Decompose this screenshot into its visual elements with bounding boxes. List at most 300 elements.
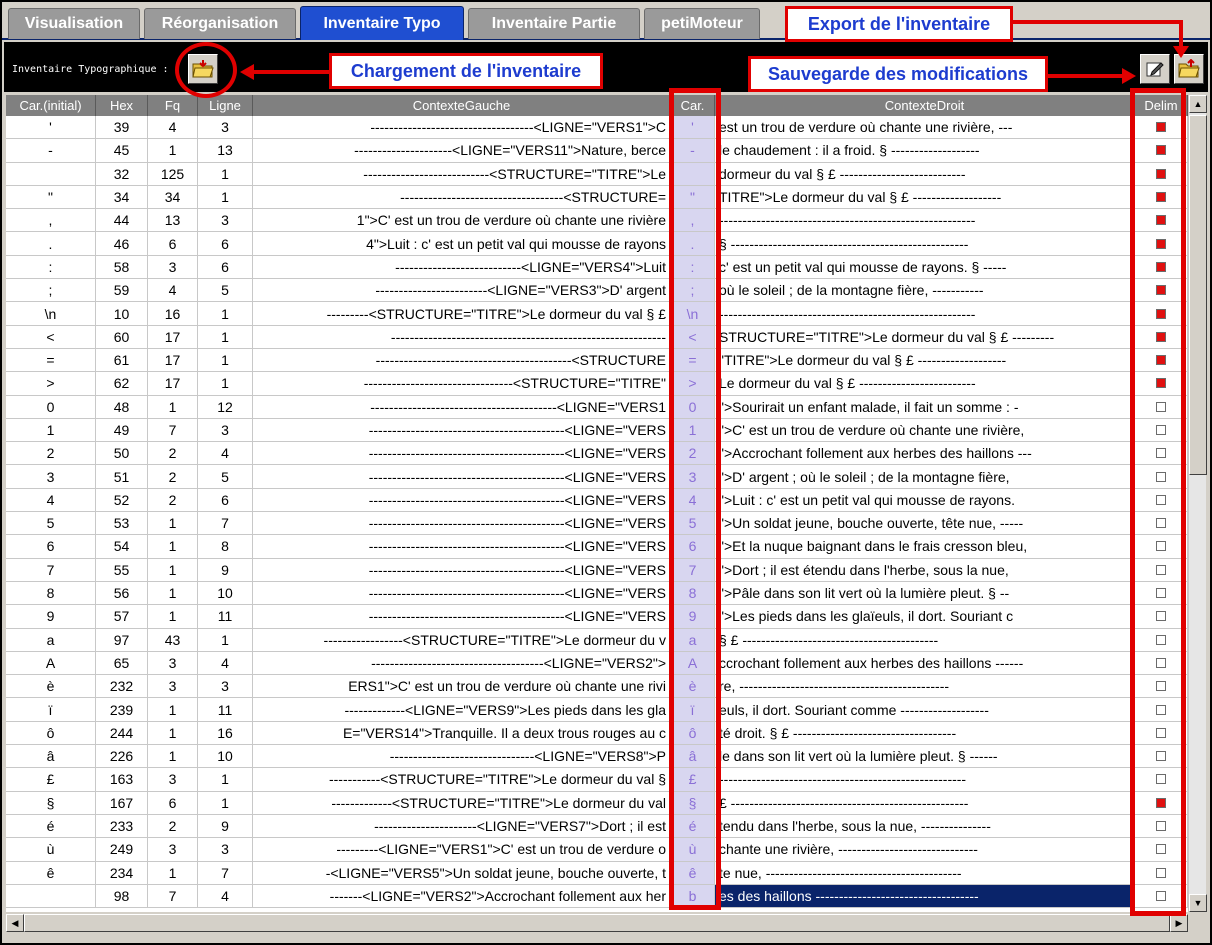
cell-contexte-gauche[interactable]: ------------------------------------------<LIGNE="VERS	[253, 582, 671, 604]
cell-car-initial[interactable]: "	[6, 186, 96, 208]
cell-ligne[interactable]: 1	[198, 372, 253, 394]
table-row[interactable]	[6, 605, 1188, 628]
cell-car[interactable]: 9	[671, 605, 715, 627]
table-row[interactable]	[6, 745, 1188, 768]
table-row[interactable]	[6, 629, 1188, 652]
header-car-initial[interactable]: Car.(initial)	[6, 95, 96, 116]
cell-car-initial[interactable]: :	[6, 256, 96, 278]
cell-contexte-gauche[interactable]: ----------------------<LIGNE="VERS7">Dort ; il est	[253, 815, 671, 837]
cell-fq[interactable]: 125	[148, 163, 198, 185]
cell-hex[interactable]: 60	[96, 326, 148, 348]
cell-contexte-droit[interactable]: où le soleil ; de la montagne fière, -----------	[715, 279, 1135, 301]
cell-car[interactable]: ê	[671, 862, 715, 884]
cell-car-initial[interactable]: §	[6, 792, 96, 814]
cell-car-initial[interactable]: 0	[6, 396, 96, 418]
table-row[interactable]	[6, 838, 1188, 861]
cell-contexte-droit[interactable]: TITRE">Le dormeur du val § £ -------------------	[715, 186, 1135, 208]
cell-hex[interactable]: 58	[96, 256, 148, 278]
delim-checkbox[interactable]	[1156, 658, 1166, 668]
delim-checkbox[interactable]	[1156, 844, 1166, 854]
cell-ligne[interactable]: 7	[198, 862, 253, 884]
cell-hex[interactable]: 239	[96, 698, 148, 720]
cell-contexte-droit[interactable]: £ ---------------------------------------------------	[715, 792, 1135, 814]
cell-car-initial[interactable]: 5	[6, 512, 96, 534]
cell-contexte-gauche[interactable]: ------------------------<LIGNE="VERS3">D' argent	[253, 279, 671, 301]
delim-checkbox[interactable]	[1156, 378, 1166, 388]
cell-hex[interactable]: 62	[96, 372, 148, 394]
cell-car-initial[interactable]: <	[6, 326, 96, 348]
cell-car-initial[interactable]: é	[6, 815, 96, 837]
export-inventory-button[interactable]	[1174, 54, 1204, 84]
table-row[interactable]	[6, 302, 1188, 325]
cell-car[interactable]: A	[671, 652, 715, 674]
table-row[interactable]	[6, 885, 1188, 908]
cell-ligne[interactable]: 1	[198, 186, 253, 208]
cell-contexte-droit[interactable]: est un trou de verdure où chante une rivière, ---	[715, 116, 1135, 138]
cell-hex[interactable]: 56	[96, 582, 148, 604]
table-row[interactable]	[6, 209, 1188, 232]
cell-ligne[interactable]: 1	[198, 629, 253, 651]
table-row[interactable]	[6, 372, 1188, 395]
cell-hex[interactable]: 98	[96, 885, 148, 907]
cell-contexte-gauche[interactable]: -------------<LIGNE="VERS9">Les pieds dans les gla	[253, 698, 671, 720]
cell-contexte-gauche[interactable]: -----------<STRUCTURE="TITRE">Le dormeur du val §	[253, 768, 671, 790]
cell-contexte-gauche[interactable]: ------------------------------------------<LIGNE="VERS	[253, 605, 671, 627]
cell-contexte-droit[interactable]: ">Luit : c' est un petit val qui mousse de rayons.	[715, 489, 1135, 511]
cell-car[interactable]: ô	[671, 722, 715, 744]
cell-contexte-droit[interactable]: tendu dans l'herbe, sous la nue, ---------------	[715, 815, 1135, 837]
cell-car-initial[interactable]: 9	[6, 605, 96, 627]
load-inventory-button[interactable]	[188, 54, 218, 84]
cell-car-initial[interactable]: .	[6, 232, 96, 254]
cell-ligne[interactable]: 1	[198, 792, 253, 814]
vertical-scroll-thumb[interactable]	[1189, 115, 1207, 475]
cell-ligne[interactable]: 4	[198, 652, 253, 674]
cell-contexte-gauche[interactable]: -----------------------------------<STRUCTURE=	[253, 186, 671, 208]
cell-car[interactable]: ù	[671, 838, 715, 860]
cell-car[interactable]: :	[671, 256, 715, 278]
cell-hex[interactable]: 167	[96, 792, 148, 814]
cell-fq[interactable]: 16	[148, 302, 198, 324]
cell-fq[interactable]: 1	[148, 512, 198, 534]
cell-contexte-droit[interactable]: ">Sourirait un enfant malade, il fait un somme : -	[715, 396, 1135, 418]
table-row[interactable]	[6, 489, 1188, 512]
delim-checkbox[interactable]	[1156, 309, 1166, 319]
cell-car[interactable]: >	[671, 372, 715, 394]
cell-contexte-gauche[interactable]: -<LIGNE="VERS5">Un soldat jeune, bouche ouverte, t	[253, 862, 671, 884]
cell-contexte-droit[interactable]: re, ---------------------------------------------	[715, 675, 1135, 697]
cell-contexte-droit[interactable]: ">Les pieds dans les glaïeuls, il dort. Souriant c	[715, 605, 1135, 627]
header-fq[interactable]: Fq	[148, 95, 198, 116]
cell-hex[interactable]: 46	[96, 232, 148, 254]
cell-car[interactable]: <	[671, 326, 715, 348]
cell-car[interactable]: ï	[671, 698, 715, 720]
save-changes-button[interactable]	[1140, 54, 1170, 84]
cell-contexte-droit[interactable]: ">C' est un trou de verdure où chante une rivière,	[715, 419, 1135, 441]
scroll-left-icon[interactable]: ◀	[6, 914, 24, 932]
cell-ligne[interactable]: 6	[198, 489, 253, 511]
cell-contexte-droit[interactable]: le chaudement : il a froid. § -------------------	[715, 139, 1135, 161]
cell-car[interactable]: é	[671, 815, 715, 837]
cell-contexte-droit[interactable]: ">Et la nuque baignant dans le frais cresson bleu,	[715, 535, 1135, 557]
delim-checkbox[interactable]	[1156, 332, 1166, 342]
cell-car-initial[interactable]: ô	[6, 722, 96, 744]
cell-car[interactable]: b	[671, 885, 715, 907]
cell-car[interactable]: -	[671, 139, 715, 161]
delim-checkbox[interactable]	[1156, 751, 1166, 761]
cell-hex[interactable]: 49	[96, 419, 148, 441]
delim-checkbox[interactable]	[1156, 355, 1166, 365]
cell-ligne[interactable]: 3	[198, 675, 253, 697]
cell-contexte-droit[interactable]: euls, il dort. Souriant comme -------------------	[715, 698, 1135, 720]
cell-car-initial[interactable]: =	[6, 349, 96, 371]
delim-checkbox[interactable]	[1156, 798, 1166, 808]
cell-hex[interactable]: 65	[96, 652, 148, 674]
table-row[interactable]	[6, 722, 1188, 745]
cell-ligne[interactable]: 3	[198, 419, 253, 441]
cell-ligne[interactable]: 16	[198, 722, 253, 744]
cell-car-initial[interactable]: ï	[6, 698, 96, 720]
cell-car-initial[interactable]: £	[6, 768, 96, 790]
cell-ligne[interactable]: 7	[198, 512, 253, 534]
cell-contexte-gauche[interactable]: ---------------------<LIGNE="VERS11">Nature, berce	[253, 139, 671, 161]
cell-fq[interactable]: 2	[148, 465, 198, 487]
delim-checkbox[interactable]	[1156, 518, 1166, 528]
cell-fq[interactable]: 1	[148, 745, 198, 767]
tab-visualisation[interactable]: Visualisation	[8, 8, 140, 39]
cell-car-initial[interactable]: è	[6, 675, 96, 697]
cell-contexte-gauche[interactable]: -----------------------------------<LIGNE="VERS1">C	[253, 116, 671, 138]
cell-hex[interactable]: 48	[96, 396, 148, 418]
cell-car-initial[interactable]: a	[6, 629, 96, 651]
scroll-up-icon[interactable]: ▲	[1189, 95, 1207, 113]
cell-ligne[interactable]: 1	[198, 349, 253, 371]
horizontal-scrollbar[interactable]	[6, 914, 1188, 932]
cell-car[interactable]: 2	[671, 442, 715, 464]
cell-contexte-gauche[interactable]: ------------------------------------------<LIGNE="VERS	[253, 465, 671, 487]
table-row[interactable]	[6, 815, 1188, 838]
delim-checkbox[interactable]	[1156, 448, 1166, 458]
cell-fq[interactable]: 4	[148, 279, 198, 301]
cell-contexte-droit[interactable]: "TITRE">Le dormeur du val § £ -------------------	[715, 349, 1135, 371]
cell-car-initial[interactable]: -	[6, 139, 96, 161]
cell-contexte-droit[interactable]: ">Un soldat jeune, bouche ouverte, tête nue, -----	[715, 512, 1135, 534]
cell-contexte-gauche[interactable]: 4">Luit : c' est un petit val qui mousse de rayons	[253, 232, 671, 254]
cell-fq[interactable]: 1	[148, 722, 198, 744]
table-row[interactable]	[6, 768, 1188, 791]
cell-contexte-droit[interactable]: § ---------------------------------------------------	[715, 232, 1135, 254]
cell-ligne[interactable]: 9	[198, 559, 253, 581]
cell-hex[interactable]: 53	[96, 512, 148, 534]
table-row[interactable]	[6, 652, 1188, 675]
cell-contexte-gauche[interactable]: ---------<STRUCTURE="TITRE">Le dormeur du val § £	[253, 302, 671, 324]
cell-ligne[interactable]: 4	[198, 885, 253, 907]
table-row[interactable]	[6, 326, 1188, 349]
cell-contexte-droit[interactable]: le dans son lit vert où la lumière pleut. § ------	[715, 745, 1135, 767]
cell-car-initial[interactable]: 1	[6, 419, 96, 441]
table-row[interactable]	[6, 792, 1188, 815]
delim-checkbox[interactable]	[1156, 285, 1166, 295]
cell-hex[interactable]: 51	[96, 465, 148, 487]
cell-car[interactable]: â	[671, 745, 715, 767]
table-row[interactable]	[6, 232, 1188, 255]
horizontal-scroll-thumb[interactable]	[24, 914, 1170, 932]
cell-contexte-droit[interactable]: té droit. § £ -----------------------------------	[715, 722, 1135, 744]
table-row[interactable]	[6, 535, 1188, 558]
table-row[interactable]	[6, 698, 1188, 721]
delim-checkbox[interactable]	[1156, 262, 1166, 272]
header-hex[interactable]: Hex	[96, 95, 148, 116]
cell-contexte-droit[interactable]: c' est un petit val qui mousse de rayons. § -----	[715, 256, 1135, 278]
table-row[interactable]	[6, 116, 1188, 139]
cell-hex[interactable]: 39	[96, 116, 148, 138]
delim-checkbox[interactable]	[1156, 192, 1166, 202]
cell-contexte-gauche[interactable]: -------------------------------------<LIGNE="VERS2">	[253, 652, 671, 674]
cell-contexte-gauche[interactable]: E="VERS14">Tranquille. Il a deux trous rouges au c	[253, 722, 671, 744]
cell-car-initial[interactable]: 8	[6, 582, 96, 604]
cell-contexte-gauche[interactable]: --------------------------------<STRUCTURE="TITRE"	[253, 372, 671, 394]
cell-ligne[interactable]: 10	[198, 582, 253, 604]
cell-contexte-droit[interactable]: ccrochant follement aux herbes des haillons ------	[715, 652, 1135, 674]
cell-hex[interactable]: 32	[96, 163, 148, 185]
cell-hex[interactable]: 249	[96, 838, 148, 860]
cell-hex[interactable]: 244	[96, 722, 148, 744]
cell-fq[interactable]: 6	[148, 792, 198, 814]
cell-car[interactable]: \n	[671, 302, 715, 324]
delim-checkbox[interactable]	[1156, 495, 1166, 505]
cell-contexte-gauche[interactable]: ------------------------------------------<LIGNE="VERS	[253, 535, 671, 557]
cell-contexte-droit[interactable]: ">D' argent ; où le soleil ; de la montagne fière,	[715, 465, 1135, 487]
header-contexte-gauche[interactable]: ContexteGauche	[253, 95, 671, 116]
cell-contexte-gauche[interactable]: ------------------------------------------<STRUCTURE	[253, 349, 671, 371]
cell-fq[interactable]: 3	[148, 768, 198, 790]
cell-contexte-gauche[interactable]: ERS1">C' est un trou de verdure où chante une rivi	[253, 675, 671, 697]
cell-car[interactable]: 6	[671, 535, 715, 557]
header-contexte-droit[interactable]: ContexteDroit	[715, 95, 1135, 116]
cell-contexte-droit[interactable]: dormeur du val § £ ---------------------------	[715, 163, 1135, 185]
cell-fq[interactable]: 3	[148, 838, 198, 860]
cell-ligne[interactable]: 10	[198, 745, 253, 767]
cell-fq[interactable]: 17	[148, 349, 198, 371]
cell-fq[interactable]: 2	[148, 815, 198, 837]
cell-fq[interactable]: 1	[148, 698, 198, 720]
cell-fq[interactable]: 1	[148, 559, 198, 581]
delim-checkbox[interactable]	[1156, 821, 1166, 831]
cell-fq[interactable]: 1	[148, 862, 198, 884]
table-row[interactable]	[6, 256, 1188, 279]
table-row[interactable]	[6, 163, 1188, 186]
cell-car[interactable]: a	[671, 629, 715, 651]
cell-car[interactable]: .	[671, 232, 715, 254]
cell-fq[interactable]: 1	[148, 582, 198, 604]
cell-ligne[interactable]: 6	[198, 232, 253, 254]
cell-ligne[interactable]: 8	[198, 535, 253, 557]
table-row[interactable]	[6, 419, 1188, 442]
delim-checkbox[interactable]	[1156, 588, 1166, 598]
header-ligne[interactable]: Ligne	[198, 95, 253, 116]
cell-contexte-droit[interactable]: STRUCTURE="TITRE">Le dormeur du val § £ ---------	[715, 326, 1135, 348]
cell-hex[interactable]: 97	[96, 629, 148, 651]
delim-checkbox[interactable]	[1156, 635, 1166, 645]
cell-ligne[interactable]: 3	[198, 838, 253, 860]
cell-car-initial[interactable]: '	[6, 116, 96, 138]
cell-contexte-gauche[interactable]: ------------------------------------------<LIGNE="VERS	[253, 489, 671, 511]
cell-contexte-gauche[interactable]: ------------------------------------------<LIGNE="VERS	[253, 442, 671, 464]
cell-fq[interactable]: 1	[148, 139, 198, 161]
cell-hex[interactable]: 45	[96, 139, 148, 161]
cell-fq[interactable]: 7	[148, 419, 198, 441]
cell-hex[interactable]: 233	[96, 815, 148, 837]
cell-fq[interactable]: 1	[148, 605, 198, 627]
cell-hex[interactable]: 232	[96, 675, 148, 697]
cell-contexte-droit[interactable]: -------------------------------------------------------	[715, 209, 1135, 231]
cell-car[interactable]	[671, 163, 715, 185]
cell-car-initial[interactable]: 7	[6, 559, 96, 581]
cell-contexte-gauche[interactable]: ---------<LIGNE="VERS1">C' est un trou de verdure o	[253, 838, 671, 860]
delim-checkbox[interactable]	[1156, 215, 1166, 225]
delim-checkbox[interactable]	[1156, 472, 1166, 482]
table-row[interactable]	[6, 559, 1188, 582]
cell-hex[interactable]: 57	[96, 605, 148, 627]
cell-hex[interactable]: 59	[96, 279, 148, 301]
cell-car[interactable]: £	[671, 768, 715, 790]
cell-fq[interactable]: 34	[148, 186, 198, 208]
cell-car-initial[interactable]: ù	[6, 838, 96, 860]
delim-checkbox[interactable]	[1156, 728, 1166, 738]
delim-checkbox[interactable]	[1156, 541, 1166, 551]
cell-contexte-gauche[interactable]: -------<LIGNE="VERS2">Accrochant follement aux her	[253, 885, 671, 907]
cell-car-initial[interactable]	[6, 885, 96, 907]
cell-ligne[interactable]: 1	[198, 768, 253, 790]
cell-car[interactable]: è	[671, 675, 715, 697]
cell-hex[interactable]: 55	[96, 559, 148, 581]
cell-car[interactable]: 3	[671, 465, 715, 487]
vertical-scrollbar[interactable]	[1188, 95, 1206, 912]
cell-ligne[interactable]: 1	[198, 302, 253, 324]
cell-contexte-gauche[interactable]: ------------------------------------------<LIGNE="VERS	[253, 559, 671, 581]
cell-car[interactable]: 5	[671, 512, 715, 534]
delim-checkbox[interactable]	[1156, 402, 1166, 412]
cell-contexte-gauche[interactable]: -----------------------------------------------------------	[253, 326, 671, 348]
cell-ligne[interactable]: 11	[198, 605, 253, 627]
cell-fq[interactable]: 3	[148, 675, 198, 697]
cell-car[interactable]: §	[671, 792, 715, 814]
table-row[interactable]	[6, 512, 1188, 535]
cell-contexte-droit[interactable]: es des haillons -----------------------------------	[715, 885, 1135, 907]
cell-hex[interactable]: 44	[96, 209, 148, 231]
cell-ligne[interactable]: 9	[198, 815, 253, 837]
cell-contexte-droit[interactable]: te nue, ------------------------------------------	[715, 862, 1135, 884]
cell-car-initial[interactable]: 2	[6, 442, 96, 464]
cell-ligne[interactable]: 1	[198, 163, 253, 185]
cell-ligne[interactable]: 11	[198, 698, 253, 720]
cell-hex[interactable]: 54	[96, 535, 148, 557]
cell-fq[interactable]: 3	[148, 256, 198, 278]
cell-contexte-droit[interactable]: § £ ------------------------------------------	[715, 629, 1135, 651]
cell-fq[interactable]: 17	[148, 372, 198, 394]
cell-contexte-gauche[interactable]: ---------------------------<LIGNE="VERS4">Luit	[253, 256, 671, 278]
cell-car[interactable]: 0	[671, 396, 715, 418]
cell-fq[interactable]: 6	[148, 232, 198, 254]
cell-contexte-gauche[interactable]: ----------------------------------------<LIGNE="VERS1	[253, 396, 671, 418]
cell-hex[interactable]: 34	[96, 186, 148, 208]
cell-ligne[interactable]: 3	[198, 116, 253, 138]
cell-car[interactable]: 8	[671, 582, 715, 604]
cell-car-initial[interactable]: 3	[6, 465, 96, 487]
delim-checkbox[interactable]	[1156, 774, 1166, 784]
cell-contexte-droit[interactable]: chante une rivière, ------------------------------	[715, 838, 1135, 860]
cell-ligne[interactable]: 12	[198, 396, 253, 418]
scroll-down-icon[interactable]: ▼	[1189, 894, 1207, 912]
cell-car[interactable]: "	[671, 186, 715, 208]
cell-fq[interactable]: 13	[148, 209, 198, 231]
cell-contexte-gauche[interactable]: -------------------------------<LIGNE="VERS8">P	[253, 745, 671, 767]
header-car[interactable]: Car.	[671, 95, 715, 116]
cell-car-initial[interactable]: \n	[6, 302, 96, 324]
cell-fq[interactable]: 4	[148, 116, 198, 138]
table-row[interactable]	[6, 582, 1188, 605]
table-row[interactable]	[6, 465, 1188, 488]
cell-ligne[interactable]: 3	[198, 209, 253, 231]
cell-contexte-droit[interactable]: -----------------------------------------------------	[715, 768, 1135, 790]
cell-car[interactable]: ;	[671, 279, 715, 301]
table-row[interactable]	[6, 675, 1188, 698]
cell-contexte-gauche[interactable]: ------------------------------------------<LIGNE="VERS	[253, 419, 671, 441]
cell-contexte-droit[interactable]: Le dormeur du val § £ -------------------------	[715, 372, 1135, 394]
scroll-right-icon[interactable]: ▶	[1170, 914, 1188, 932]
cell-fq[interactable]: 17	[148, 326, 198, 348]
cell-hex[interactable]: 10	[96, 302, 148, 324]
cell-fq[interactable]: 2	[148, 489, 198, 511]
cell-car-initial[interactable]: â	[6, 745, 96, 767]
delim-checkbox[interactable]	[1156, 122, 1166, 132]
cell-fq[interactable]: 1	[148, 396, 198, 418]
cell-hex[interactable]: 163	[96, 768, 148, 790]
cell-car[interactable]: ,	[671, 209, 715, 231]
table-row[interactable]	[6, 396, 1188, 419]
delim-checkbox[interactable]	[1156, 145, 1166, 155]
cell-car-initial[interactable]: 6	[6, 535, 96, 557]
cell-car-initial[interactable]: ê	[6, 862, 96, 884]
tab-inventaire-typo[interactable]: Inventaire Typo	[300, 6, 464, 40]
cell-car[interactable]: =	[671, 349, 715, 371]
cell-car[interactable]: '	[671, 116, 715, 138]
cell-ligne[interactable]: 1	[198, 326, 253, 348]
cell-car-initial[interactable]: >	[6, 372, 96, 394]
cell-ligne[interactable]: 13	[198, 139, 253, 161]
delim-checkbox[interactable]	[1156, 565, 1166, 575]
cell-hex[interactable]: 52	[96, 489, 148, 511]
delim-checkbox[interactable]	[1156, 868, 1166, 878]
delim-checkbox[interactable]	[1156, 169, 1166, 179]
cell-car[interactable]: 7	[671, 559, 715, 581]
cell-contexte-gauche[interactable]: 1">C' est un trou de verdure où chante une rivière	[253, 209, 671, 231]
delim-checkbox[interactable]	[1156, 239, 1166, 249]
cell-fq[interactable]: 7	[148, 885, 198, 907]
delim-checkbox[interactable]	[1156, 611, 1166, 621]
cell-contexte-gauche[interactable]: ---------------------------<STRUCTURE="TITRE">Le	[253, 163, 671, 185]
cell-car-initial[interactable]: ;	[6, 279, 96, 301]
cell-hex[interactable]: 226	[96, 745, 148, 767]
cell-car-initial[interactable]: A	[6, 652, 96, 674]
cell-fq[interactable]: 43	[148, 629, 198, 651]
cell-contexte-droit[interactable]: ">Pâle dans son lit vert où la lumière pleut. § --	[715, 582, 1135, 604]
cell-contexte-droit[interactable]: -------------------------------------------------------	[715, 302, 1135, 324]
delim-checkbox[interactable]	[1156, 705, 1166, 715]
cell-car-initial[interactable]: 4	[6, 489, 96, 511]
cell-car[interactable]: 1	[671, 419, 715, 441]
table-row[interactable]	[6, 279, 1188, 302]
